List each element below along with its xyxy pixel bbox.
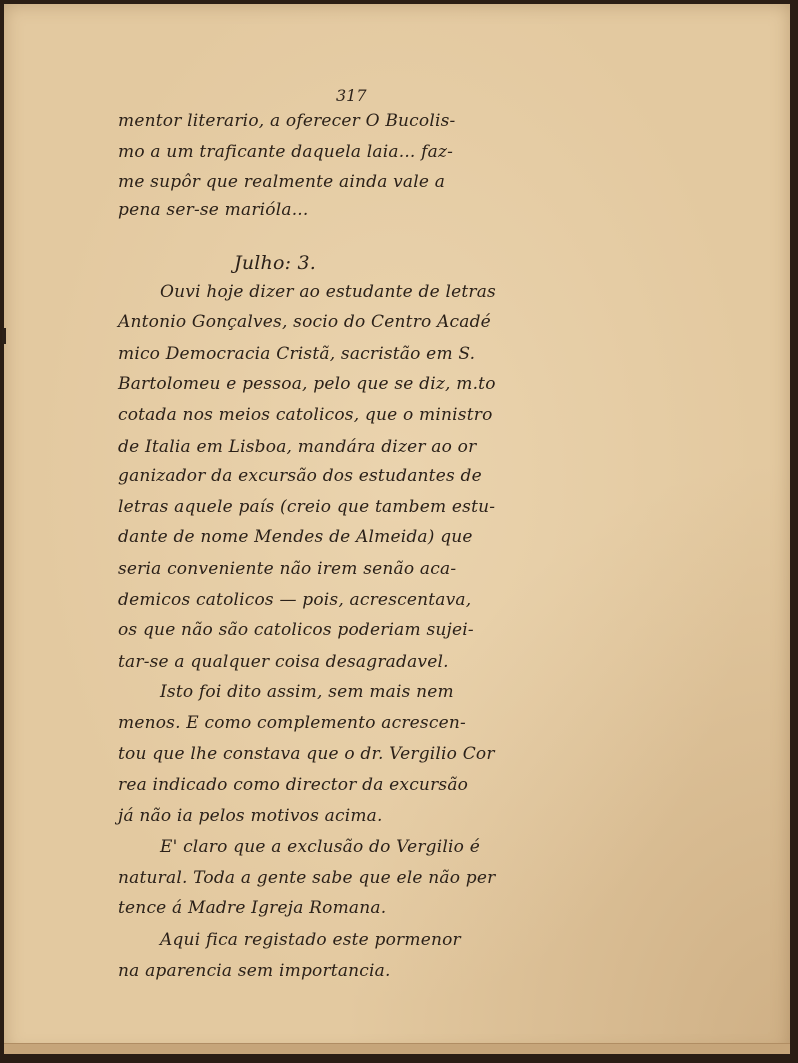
text-line: Ouvi hoje dizer ao estudante de letras xyxy=(160,282,496,302)
text-line: dante de nome Mendes de Almeida) que xyxy=(118,527,473,547)
text-line: tar-se a qualquer coisa desagradavel. xyxy=(118,652,449,672)
text-line: de Italia em Lisboa, mandára dizer ao or xyxy=(118,437,477,457)
text-line: Aqui fica registado este pormenor xyxy=(160,930,461,950)
date-heading: Julho: 3. xyxy=(234,252,316,274)
text-line: letras aquele país (creio que tambem estu- xyxy=(118,497,496,517)
text-line: E' claro que a exclusão do Vergilio é xyxy=(160,837,480,857)
text-line: tou que lhe constava que o dr. Vergilio Cor xyxy=(118,744,495,764)
text-line: Isto foi dito assim, sem mais nem xyxy=(160,682,454,702)
text-line: tence á Madre Igreja Romana. xyxy=(118,898,387,918)
text-line: me supôr que realmente ainda vale a xyxy=(118,172,446,192)
text-line: pena ser-se marióla... xyxy=(118,200,309,220)
text-line: Bartolomeu e pessoa, pelo que se diz, m.to xyxy=(118,374,496,394)
text-line: rea indicado como director da excursão xyxy=(118,775,469,795)
text-line: mico Democracia Cristã, sacristão em S. xyxy=(118,344,476,364)
text-line: seria conveniente não irem senão aca- xyxy=(118,559,457,579)
text-line: Antonio Gonçalves, socio do Centro Acadé xyxy=(118,312,491,332)
text-line: demicos catolicos — pois, acrescentava, xyxy=(118,590,472,610)
text-line: mo a um traficante daquela laia... faz- xyxy=(118,142,454,162)
text-line: mentor literario, a oferecer O Bucolis- xyxy=(118,111,456,131)
text-line: os que não são catolicos poderiam sujei- xyxy=(118,620,474,640)
text-line: menos. E como complemento acrescen- xyxy=(118,713,466,733)
text-line: já não ia pelos motivos acima. xyxy=(118,806,383,826)
text-line: ganizador da excursão dos estudantes de xyxy=(118,466,482,486)
text-line: natural. Toda a gente sabe que ele não per xyxy=(118,868,496,888)
text-line: na aparencia sem importancia. xyxy=(118,961,391,981)
page-number: 317 xyxy=(336,86,367,105)
text-line: cotada nos meios catolicos, que o ministro xyxy=(118,405,493,425)
